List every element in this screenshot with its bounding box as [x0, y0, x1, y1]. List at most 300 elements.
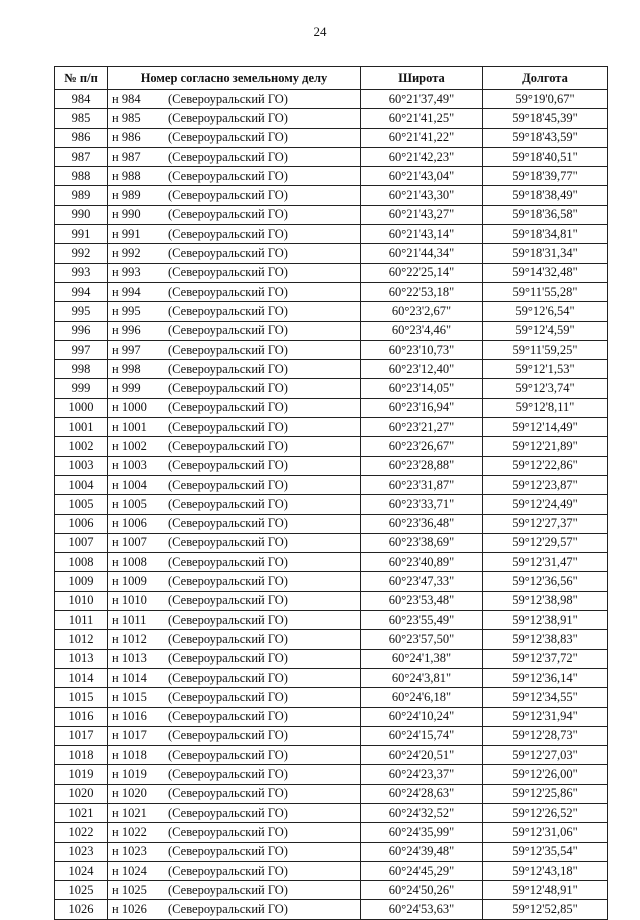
- land-record-cell: [108, 109, 361, 128]
- land-record-district: (Североуральский ГО): [168, 188, 288, 203]
- land-record-district: (Североуральский ГО): [168, 91, 288, 106]
- land-record-district: (Североуральский ГО): [168, 516, 288, 531]
- longitude-cell: 59°12'31,94": [483, 707, 608, 726]
- table-row: [55, 360, 608, 379]
- land-record-district: (Североуральский ГО): [168, 767, 288, 782]
- longitude-cell: 59°12'22,86": [483, 456, 608, 475]
- land-record-cell: [108, 553, 361, 572]
- latitude-cell: 60°23'12,40": [361, 360, 483, 379]
- land-record-code: н 999: [112, 381, 141, 396]
- land-record-cell: [108, 167, 361, 186]
- land-record-cell: [108, 321, 361, 340]
- latitude-cell: 60°22'53,18": [361, 282, 483, 301]
- table-row: [55, 533, 608, 552]
- row-number: 1011: [55, 611, 108, 630]
- longitude-cell: 59°18'43,59": [483, 128, 608, 147]
- land-record-code: н 984: [112, 91, 141, 106]
- row-number: 995: [55, 302, 108, 321]
- latitude-cell: 60°24'45,29": [361, 861, 483, 880]
- land-record-district: (Североуральский ГО): [168, 535, 288, 550]
- table-row: [55, 514, 608, 533]
- latitude-cell: 60°23'55,49": [361, 611, 483, 630]
- land-record-cell: [108, 726, 361, 745]
- table-row: [55, 842, 608, 861]
- row-number: 1020: [55, 784, 108, 803]
- table-row: [55, 900, 608, 919]
- longitude-cell: 59°11'59,25": [483, 340, 608, 359]
- longitude-cell: 59°12'31,47": [483, 553, 608, 572]
- row-number: 986: [55, 128, 108, 147]
- row-number: 1013: [55, 649, 108, 668]
- longitude-cell: 59°12'48,91": [483, 881, 608, 900]
- latitude-cell: 60°23'31,87": [361, 475, 483, 494]
- table-row: [55, 186, 608, 205]
- latitude-cell: 60°23'53,48": [361, 591, 483, 610]
- row-number: 1014: [55, 668, 108, 687]
- longitude-cell: 59°12'34,55": [483, 688, 608, 707]
- latitude-cell: 60°23'16,94": [361, 398, 483, 417]
- land-record-code: н 988: [112, 168, 141, 183]
- table-row: [55, 302, 608, 321]
- latitude-cell: 60°24'1,38": [361, 649, 483, 668]
- longitude-cell: 59°12'24,49": [483, 495, 608, 514]
- latitude-cell: 60°21'42,23": [361, 147, 483, 166]
- land-record-district: (Североуральский ГО): [168, 130, 288, 145]
- land-record-cell: [108, 379, 361, 398]
- table-row: [55, 437, 608, 456]
- row-number: 1023: [55, 842, 108, 861]
- table-row: [55, 649, 608, 668]
- latitude-cell: 60°23'26,67": [361, 437, 483, 456]
- land-record-cell: [108, 90, 361, 109]
- longitude-cell: 59°12'23,87": [483, 475, 608, 494]
- land-record-cell: [108, 263, 361, 282]
- land-record-district: (Североуральский ГО): [168, 400, 288, 415]
- row-number: 998: [55, 360, 108, 379]
- land-record-code: н 1001: [112, 419, 147, 434]
- land-record-code: н 1021: [112, 805, 147, 820]
- land-record-cell: [108, 746, 361, 765]
- land-record-code: н 986: [112, 130, 141, 145]
- row-number: 1001: [55, 418, 108, 437]
- latitude-cell: 60°21'43,30": [361, 186, 483, 205]
- land-record-district: (Североуральский ГО): [168, 786, 288, 801]
- land-record-code: н 989: [112, 188, 141, 203]
- land-record-cell: [108, 688, 361, 707]
- land-record-district: (Североуральский ГО): [168, 342, 288, 357]
- land-record-district: (Североуральский ГО): [168, 361, 288, 376]
- latitude-cell: 60°24'32,52": [361, 803, 483, 822]
- table-row: [55, 823, 608, 842]
- land-record-cell: [108, 533, 361, 552]
- latitude-cell: 60°24'28,63": [361, 784, 483, 803]
- land-record-cell: [108, 186, 361, 205]
- latitude-cell: 60°24'35,99": [361, 823, 483, 842]
- table-row: [55, 688, 608, 707]
- latitude-cell: 60°24'39,48": [361, 842, 483, 861]
- longitude-cell: 59°12'26,00": [483, 765, 608, 784]
- latitude-cell: 60°24'3,81": [361, 668, 483, 687]
- land-record-district: (Североуральский ГО): [168, 689, 288, 704]
- longitude-cell: 59°12'1,53": [483, 360, 608, 379]
- land-record-cell: [108, 630, 361, 649]
- row-number: 1016: [55, 707, 108, 726]
- latitude-cell: 60°24'50,26": [361, 881, 483, 900]
- latitude-cell: 60°24'10,24": [361, 707, 483, 726]
- latitude-cell: 60°23'14,05": [361, 379, 483, 398]
- land-record-cell: [108, 765, 361, 784]
- land-record-district: (Североуральский ГО): [168, 747, 288, 762]
- land-record-code: н 1012: [112, 631, 147, 646]
- latitude-cell: 60°23'40,89": [361, 553, 483, 572]
- row-number: 992: [55, 244, 108, 263]
- row-number: 1010: [55, 591, 108, 610]
- land-record-code: н 985: [112, 110, 141, 125]
- row-number: 1021: [55, 803, 108, 822]
- land-record-code: н 1011: [112, 612, 147, 627]
- land-record-code: н 994: [112, 284, 141, 299]
- land-record-cell: [108, 282, 361, 301]
- latitude-cell: 60°23'47,33": [361, 572, 483, 591]
- row-number: 999: [55, 379, 108, 398]
- row-number: 1009: [55, 572, 108, 591]
- table-row: [55, 147, 608, 166]
- longitude-cell: 59°12'21,89": [483, 437, 608, 456]
- longitude-cell: 59°12'3,74": [483, 379, 608, 398]
- latitude-cell: 60°22'25,14": [361, 263, 483, 282]
- longitude-cell: 59°12'38,83": [483, 630, 608, 649]
- longitude-cell: 59°12'31,06": [483, 823, 608, 842]
- land-record-cell: [108, 842, 361, 861]
- land-record-code: н 991: [112, 226, 141, 241]
- land-record-code: н 997: [112, 342, 141, 357]
- land-record-code: н 1026: [112, 902, 147, 917]
- row-number: 994: [55, 282, 108, 301]
- land-record-district: (Североуральский ГО): [168, 381, 288, 396]
- row-number: 1015: [55, 688, 108, 707]
- land-record-district: (Североуральский ГО): [168, 438, 288, 453]
- header-num: № п/п: [55, 67, 108, 90]
- land-record-code: н 1018: [112, 747, 147, 762]
- land-record-district: (Североуральский ГО): [168, 902, 288, 917]
- land-record-code: н 987: [112, 149, 141, 164]
- land-record-code: н 1019: [112, 767, 147, 782]
- longitude-cell: 59°18'45,39": [483, 109, 608, 128]
- latitude-cell: 60°21'43,04": [361, 167, 483, 186]
- longitude-cell: 59°12'37,72": [483, 649, 608, 668]
- land-record-cell: [108, 418, 361, 437]
- latitude-cell: 60°23'2,67": [361, 302, 483, 321]
- land-record-code: н 1000: [112, 400, 147, 415]
- table-row: [55, 340, 608, 359]
- longitude-cell: 59°12'38,91": [483, 611, 608, 630]
- latitude-cell: 60°23'21,27": [361, 418, 483, 437]
- table-row: [55, 128, 608, 147]
- longitude-cell: 59°12'26,52": [483, 803, 608, 822]
- land-record-cell: [108, 611, 361, 630]
- longitude-cell: 59°12'43,18": [483, 861, 608, 880]
- table-row: [55, 572, 608, 591]
- land-record-district: (Североуральский ГО): [168, 593, 288, 608]
- row-number: 1018: [55, 746, 108, 765]
- table-row: [55, 90, 608, 109]
- longitude-cell: 59°12'52,85": [483, 900, 608, 919]
- land-record-cell: [108, 147, 361, 166]
- row-number: 991: [55, 225, 108, 244]
- land-record-district: (Североуральский ГО): [168, 207, 288, 222]
- row-number: 989: [55, 186, 108, 205]
- row-number: 1025: [55, 881, 108, 900]
- land-record-cell: [108, 360, 361, 379]
- row-number: 1000: [55, 398, 108, 417]
- table-row: [55, 861, 608, 880]
- land-record-code: н 992: [112, 246, 141, 261]
- longitude-cell: 59°12'36,56": [483, 572, 608, 591]
- latitude-cell: 60°21'43,27": [361, 205, 483, 224]
- longitude-cell: 59°18'39,77": [483, 167, 608, 186]
- land-record-district: (Североуральский ГО): [168, 882, 288, 897]
- longitude-cell: 59°12'38,98": [483, 591, 608, 610]
- table-row: [55, 109, 608, 128]
- row-number: 1024: [55, 861, 108, 880]
- row-number: 1006: [55, 514, 108, 533]
- land-record-cell: [108, 205, 361, 224]
- land-record-code: н 1023: [112, 844, 147, 859]
- land-record-district: (Североуральский ГО): [168, 728, 288, 743]
- land-record-cell: [108, 495, 361, 514]
- latitude-cell: 60°23'4,46": [361, 321, 483, 340]
- land-record-cell: [108, 128, 361, 147]
- longitude-cell: 59°18'36,58": [483, 205, 608, 224]
- table-row: [55, 726, 608, 745]
- land-record-district: (Североуральский ГО): [168, 554, 288, 569]
- latitude-cell: 60°23'57,50": [361, 630, 483, 649]
- land-record-cell: [108, 591, 361, 610]
- row-number: 997: [55, 340, 108, 359]
- latitude-cell: 60°24'53,63": [361, 900, 483, 919]
- land-record-code: н 1008: [112, 554, 147, 569]
- land-record-code: н 1024: [112, 863, 147, 878]
- land-record-code: н 996: [112, 323, 141, 338]
- longitude-cell: 59°18'31,34": [483, 244, 608, 263]
- land-record-cell: [108, 456, 361, 475]
- land-record-cell: [108, 823, 361, 842]
- land-record-district: (Североуральский ГО): [168, 149, 288, 164]
- longitude-cell: 59°12'36,14": [483, 668, 608, 687]
- header-latitude: Широта: [361, 67, 483, 90]
- longitude-cell: 59°11'55,28": [483, 282, 608, 301]
- land-record-cell: [108, 302, 361, 321]
- table-row: [55, 784, 608, 803]
- latitude-cell: 60°23'28,88": [361, 456, 483, 475]
- longitude-cell: 59°12'28,73": [483, 726, 608, 745]
- land-record-code: н 1007: [112, 535, 147, 550]
- land-record-code: н 998: [112, 361, 141, 376]
- longitude-cell: 59°18'40,51": [483, 147, 608, 166]
- land-record-code: н 1013: [112, 651, 147, 666]
- land-record-district: (Североуральский ГО): [168, 496, 288, 511]
- land-record-district: (Североуральский ГО): [168, 670, 288, 685]
- land-record-district: (Североуральский ГО): [168, 419, 288, 434]
- row-number: 996: [55, 321, 108, 340]
- row-number: 984: [55, 90, 108, 109]
- row-number: 1017: [55, 726, 108, 745]
- land-record-district: (Североуральский ГО): [168, 110, 288, 125]
- land-record-district: (Североуральский ГО): [168, 844, 288, 859]
- table-row: [55, 456, 608, 475]
- latitude-cell: 60°23'38,69": [361, 533, 483, 552]
- land-record-cell: [108, 398, 361, 417]
- table-row: [55, 379, 608, 398]
- land-record-cell: [108, 572, 361, 591]
- row-number: 1026: [55, 900, 108, 919]
- row-number: 993: [55, 263, 108, 282]
- table-row: [55, 321, 608, 340]
- longitude-cell: 59°12'6,54": [483, 302, 608, 321]
- row-number: 1019: [55, 765, 108, 784]
- table-row: [55, 881, 608, 900]
- longitude-cell: 59°12'4,59": [483, 321, 608, 340]
- land-record-district: (Североуральский ГО): [168, 303, 288, 318]
- land-record-district: (Североуральский ГО): [168, 631, 288, 646]
- land-record-cell: [108, 475, 361, 494]
- land-record-code: н 1016: [112, 709, 147, 724]
- coordinates-table: [54, 66, 608, 920]
- row-number: 1007: [55, 533, 108, 552]
- land-record-cell: [108, 225, 361, 244]
- land-record-cell: [108, 668, 361, 687]
- table-row: [55, 611, 608, 630]
- table-row: [55, 765, 608, 784]
- land-record-cell: [108, 340, 361, 359]
- row-number: 1002: [55, 437, 108, 456]
- longitude-cell: 59°12'35,54": [483, 842, 608, 861]
- table-row: [55, 244, 608, 263]
- land-record-district: (Североуральский ГО): [168, 824, 288, 839]
- land-record-cell: [108, 707, 361, 726]
- land-record-code: н 1025: [112, 882, 147, 897]
- land-record-district: (Североуральский ГО): [168, 284, 288, 299]
- land-record-district: (Североуральский ГО): [168, 458, 288, 473]
- row-number: 1005: [55, 495, 108, 514]
- table-row: [55, 167, 608, 186]
- longitude-cell: 59°12'8,11": [483, 398, 608, 417]
- land-record-district: (Североуральский ГО): [168, 477, 288, 492]
- latitude-cell: 60°24'23,37": [361, 765, 483, 784]
- longitude-cell: 59°12'14,49": [483, 418, 608, 437]
- land-record-cell: [108, 437, 361, 456]
- land-record-code: н 1009: [112, 574, 147, 589]
- land-record-cell: [108, 881, 361, 900]
- land-record-code: н 1015: [112, 689, 147, 704]
- table-row: [55, 398, 608, 417]
- land-record-code: н 1005: [112, 496, 147, 511]
- land-record-district: (Североуральский ГО): [168, 246, 288, 261]
- land-record-code: н 1004: [112, 477, 147, 492]
- land-record-code: н 995: [112, 303, 141, 318]
- land-record-district: (Североуральский ГО): [168, 863, 288, 878]
- land-record-cell: [108, 900, 361, 919]
- longitude-cell: 59°18'34,81": [483, 225, 608, 244]
- latitude-cell: 60°23'36,48": [361, 514, 483, 533]
- land-record-district: (Североуральский ГО): [168, 651, 288, 666]
- table-row: [55, 495, 608, 514]
- land-record-district: (Североуральский ГО): [168, 265, 288, 280]
- table-row: [55, 225, 608, 244]
- land-record-code: н 993: [112, 265, 141, 280]
- longitude-cell: 59°14'32,48": [483, 263, 608, 282]
- land-record-cell: [108, 244, 361, 263]
- land-record-code: н 1020: [112, 786, 147, 801]
- latitude-cell: 60°21'37,49": [361, 90, 483, 109]
- longitude-cell: 59°18'38,49": [483, 186, 608, 205]
- longitude-cell: 59°19'0,67": [483, 90, 608, 109]
- row-number: 1004: [55, 475, 108, 494]
- land-record-cell: [108, 649, 361, 668]
- latitude-cell: 60°21'43,14": [361, 225, 483, 244]
- land-record-code: н 990: [112, 207, 141, 222]
- row-number: 985: [55, 109, 108, 128]
- table-row: [55, 205, 608, 224]
- row-number: 987: [55, 147, 108, 166]
- row-number: 1003: [55, 456, 108, 475]
- land-record-district: (Североуральский ГО): [168, 323, 288, 338]
- latitude-cell: 60°21'41,25": [361, 109, 483, 128]
- longitude-cell: 59°12'25,86": [483, 784, 608, 803]
- land-record-cell: [108, 784, 361, 803]
- latitude-cell: 60°21'44,34": [361, 244, 483, 263]
- longitude-cell: 59°12'29,57": [483, 533, 608, 552]
- row-number: 1008: [55, 553, 108, 572]
- row-number: 1022: [55, 823, 108, 842]
- land-record-district: (Североуральский ГО): [168, 226, 288, 241]
- row-number: 988: [55, 167, 108, 186]
- land-record-cell: [108, 803, 361, 822]
- header-land-record: Номер согласно земельному делу: [108, 67, 361, 90]
- table-row: [55, 475, 608, 494]
- land-record-district: (Североуральский ГО): [168, 168, 288, 183]
- header-longitude: Долгота: [483, 67, 608, 90]
- longitude-cell: 59°12'27,03": [483, 746, 608, 765]
- land-record-code: н 1006: [112, 516, 147, 531]
- land-record-code: н 1017: [112, 728, 147, 743]
- table-header-row: [55, 67, 608, 90]
- page-number: 24: [313, 24, 327, 39]
- land-record-code: н 1003: [112, 458, 147, 473]
- latitude-cell: 60°24'15,74": [361, 726, 483, 745]
- land-record-cell: [108, 514, 361, 533]
- latitude-cell: 60°24'6,18": [361, 688, 483, 707]
- row-number: 990: [55, 205, 108, 224]
- table-row: [55, 282, 608, 301]
- land-record-code: н 1010: [112, 593, 147, 608]
- latitude-cell: 60°23'10,73": [361, 340, 483, 359]
- latitude-cell: 60°24'20,51": [361, 746, 483, 765]
- land-record-district: (Североуральский ГО): [168, 612, 288, 627]
- table-row: [55, 418, 608, 437]
- latitude-cell: 60°21'41,22": [361, 128, 483, 147]
- land-record-cell: [108, 861, 361, 880]
- land-record-code: н 1002: [112, 438, 147, 453]
- latitude-cell: 60°23'33,71": [361, 495, 483, 514]
- table-row: [55, 553, 608, 572]
- land-record-district: (Североуральский ГО): [168, 574, 288, 589]
- table-row: [55, 263, 608, 282]
- table-row: [55, 630, 608, 649]
- land-record-district: (Североуральский ГО): [168, 805, 288, 820]
- table-row: [55, 746, 608, 765]
- table-row: [55, 591, 608, 610]
